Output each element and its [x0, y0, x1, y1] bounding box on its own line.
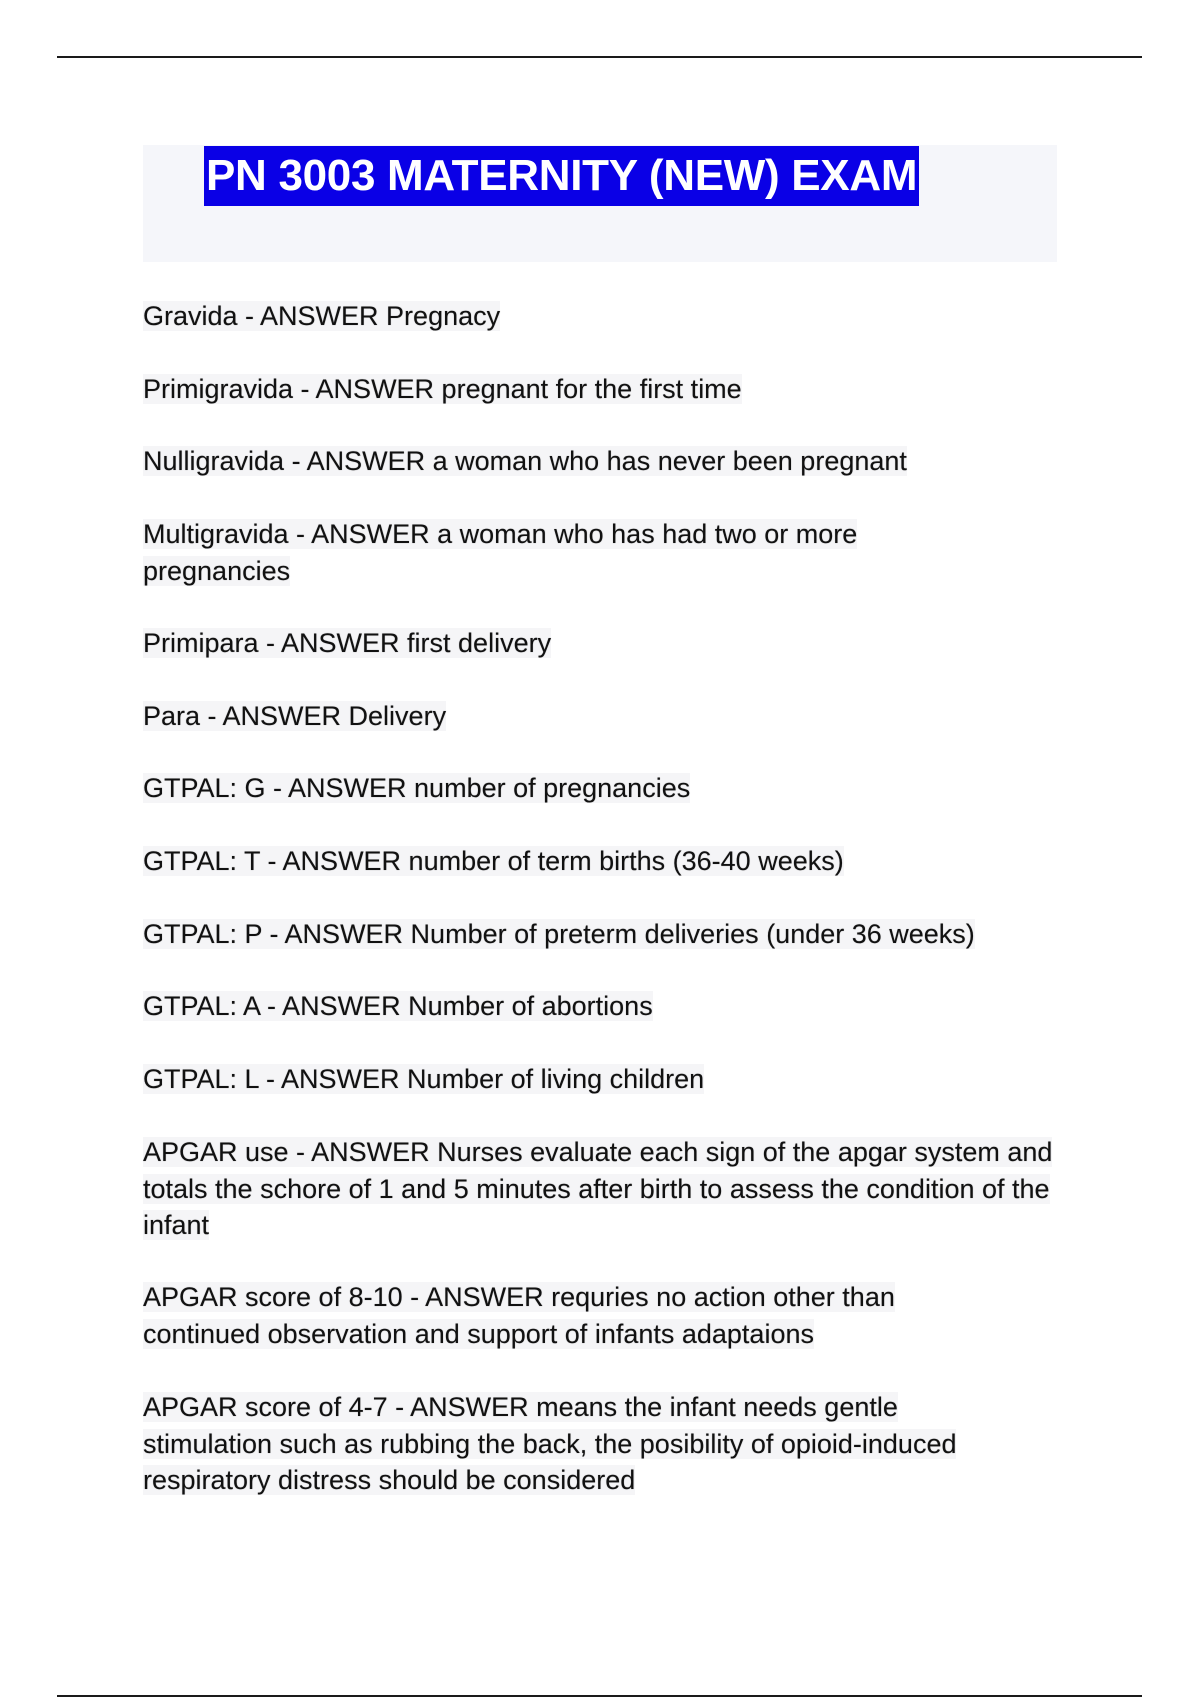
- qa-item-gtpal-g: [143, 770, 1063, 807]
- qa-text: Para - ANSWER Delivery: [143, 701, 447, 731]
- qa-text: GTPAL: T - ANSWER number of term births (36-40 weeks): [143, 846, 844, 876]
- qa-item-gtpal-t: [143, 843, 1063, 880]
- qa-text: Gravida - ANSWER Pregnacy: [143, 301, 501, 331]
- qa-text: APGAR score of 8-10 - ANSWER requries no action other than continued observation and support of infants adaptaions: [143, 1282, 895, 1349]
- qa-item-gtpal-p: [143, 916, 1063, 953]
- qa-item-multigravida: [143, 516, 903, 589]
- document-title: PN 3003 MATERNITY (NEW) EXAM: [204, 146, 919, 206]
- top-rule: [57, 56, 1142, 58]
- qa-text: Nulligravida - ANSWER a woman who has never been pregnant: [143, 446, 907, 476]
- qa-text: APGAR use - ANSWER Nurses evaluate each sign of the apgar system and totals the schore of 1 and 5 minutes after birth to assess the condition of the infant: [143, 1137, 1053, 1240]
- qa-text: Multigravida - ANSWER a woman who has had two or more pregnancies: [143, 519, 858, 586]
- bottom-rule: [57, 1695, 1142, 1697]
- qa-text: Primigravida - ANSWER pregnant for the first time: [143, 374, 742, 404]
- qa-item-apgar-4-7: [143, 1389, 1023, 1499]
- qa-text: GTPAL: A - ANSWER Number of abortions: [143, 991, 653, 1021]
- qa-text: GTPAL: L - ANSWER Number of living children: [143, 1064, 705, 1094]
- qa-text: APGAR score of 4-7 - ANSWER means the infant needs gentle stimulation such as rubbing the back, the posibility of opioid-induced respiratory distress should be considered: [143, 1392, 957, 1495]
- qa-item-gtpal-l: [143, 1061, 1063, 1098]
- qa-item-primipara: [143, 625, 1063, 662]
- qa-item-gravida: [143, 298, 903, 335]
- qa-text: GTPAL: G - ANSWER number of pregnancies: [143, 773, 691, 803]
- qa-text: GTPAL: P - ANSWER Number of preterm deliveries (under 36 weeks): [143, 919, 975, 949]
- qa-item-gtpal-a: [143, 988, 1063, 1025]
- qa-item-nulligravida: [143, 443, 1063, 480]
- qa-item-para: [143, 698, 1063, 735]
- qa-item-apgar-use: [143, 1134, 1068, 1244]
- qa-text: Primipara - ANSWER first delivery: [143, 628, 552, 658]
- qa-item-apgar-8-10: [143, 1279, 973, 1352]
- qa-item-primigravida: [143, 371, 1063, 408]
